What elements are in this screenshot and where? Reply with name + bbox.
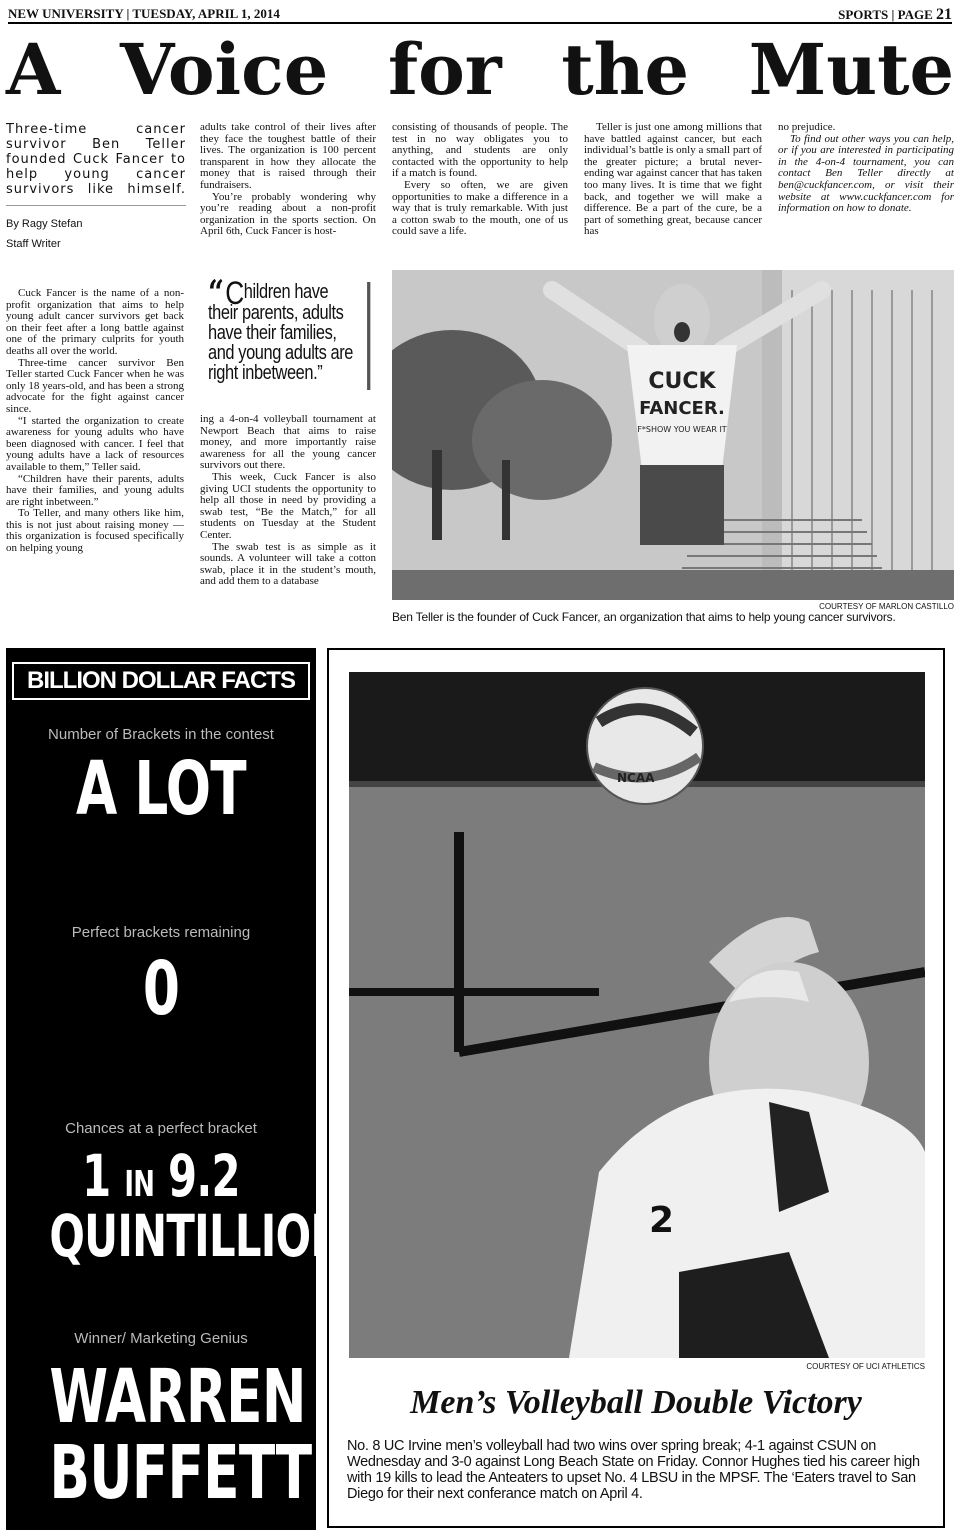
volleyball-photo-illustration [349,672,925,1358]
volleyball-photo-credit: COURTESY OF UCI ATHLETICS [806,1362,925,1371]
photo-caption: Ben Teller is the founder of Cuck Fancer, an organization that aims to help young cancer survivors. [392,610,896,624]
section-page [838,6,952,24]
article-deck: Three-time cancer survivor Ben Teller founded Cuck Fancer to help young cancer survivors like himself. [6,122,186,197]
volleyball-headline: Men’s Volleyball Double Victory [410,1384,862,1421]
pullquote-text: hildren have their parents, adults have their families, and young adults are right inbetween.” [208,281,353,384]
byline [6,218,82,250]
fact-label: Number of Brackets in the contest [48,726,274,743]
ball-text: NCAA [617,771,655,785]
deck-divider [6,205,186,206]
paragraph: Three-time cancer survivor Ben Teller started Cuck Fancer when he was only 18 years-old, and has been a strong advocate for the fight against cancer since. [6,356,184,415]
article-column-2-bottom [200,414,376,626]
fact-value-line2: BUFFETT [49,1430,312,1516]
paragraph: To find out other ways you can help, or if you are interested in participating in the 4-on-4 tournament, you can contact Ben Teller directly at ben@cuckfancer.com, or visit their website at www.cuckfancer.com for information on how to donate. [778,132,954,215]
paragraph: Teller is just one among millions that have battled against cancer, but each individual’s battle is only a small part of the greater picture; a brutal never-ending war against cancer that has taken too many lives. It is time that we fight back, and together we will make a difference. Be a part of the cure, be a part of something great, because cancer has [584,122,762,238]
paragraph: adults take control of their lives after they face the toughest battle of their lives. The organization is 100 percent transparent in how they allocate the money that is raised through their fundraisers. [200,122,376,191]
page-header [8,4,952,24]
fact-label: Winner/ Marketing Genius [74,1330,248,1347]
article-column-4 [584,122,762,262]
fact-value-part: 9.2 [168,1142,240,1210]
article-column-1 [6,288,184,628]
shirt-text-line1: CUCK [648,369,716,394]
quote-mark-icon: “ [208,273,224,313]
fact-value-line2: QUINTILLION [49,1202,345,1270]
founder-photo-illustration [392,270,954,600]
shirt-text-line3: F*SHOW YOU WEAR IT [637,425,727,434]
paragraph: To Teller, and many others like him, this is not just about raising money — this organization is focused specifically on helping young [6,507,184,555]
headline: A Voice for the Mute [6,28,954,111]
fact-value-part: IN [124,1164,155,1205]
paragraph: The swab test is as simple as it sounds. A volunteer will take a cotton swab, place it in the student’s mouth, and add them to a database [200,540,376,588]
volleyball-photo [349,672,925,1358]
facts-title: BILLION DOLLAR FACTS [12,662,310,700]
volleyball-story-box [327,648,945,1528]
article-column-2-top [200,122,376,262]
fact-value [49,1142,272,1210]
article-column-5 [778,122,954,262]
fact-value-part: 1 [82,1142,111,1210]
fact-value: WARREN [49,1354,306,1440]
page-number: 21 [936,6,952,23]
jersey-number: 2 [649,1200,675,1241]
fact-label: Chances at a perfect bracket [65,1120,257,1137]
section-label: SPORTS | PAGE [838,7,933,22]
paragraph: “I started the organization to create awareness for young adults who have been diagnosed with cancer. I feel that young adults have a lack of resources available to them,” Teller said. [6,414,184,473]
paragraph: This week, Cuck Fancer is also giving UCI students the opportunity to help all those in need by providing a swab test, “Be the Match,” for all students on Tuesday at the Student Center. [200,470,376,541]
byline-author: By Ragy Stefan [6,218,83,230]
paragraph: You’re probably wondering why you’re reading about a non-profit organization in the sports section. On April 6th, Cuck Fancer is host- [200,190,376,238]
volleyball-summary: No. 8 UC Irvine men’s volleyball had two wins over spring break; 4-1 against CSUN on Wednesday and 3-0 against Long Beach State on Friday. Connor Hughes tied his career high with 19 kills to lead the Anteaters to upset No. 4 LBSU in the MPSF. The ‘Eaters travel to San Diego for their next conferance match on April 4. [347,1438,920,1502]
pullquote-initial: C [225,275,244,311]
paragraph: Every so often, we are given opportunities to make a difference in a way that is truly remarkable. With just a cotton swab to the mouth, one of us could save a life. [392,178,568,238]
pullquote [208,273,370,390]
fact-value: A LOT [76,746,246,832]
article-column-3 [392,122,568,262]
paragraph: Cuck Fancer is the name of a non-profit organization that aims to help young adult cancer survivors get back on their feet after a long battle against one of the primary culprits for youth deaths all over the world. [6,288,184,357]
paragraph: “Children have their parents, adults have their families, and young adults are right inbetween.” [6,472,184,508]
paragraph: consisting of thousands of people. The test in no way obligates you to anything, and students are only contacted with the opportunity to help if a match is found. [392,122,568,180]
fact-label: Perfect brackets remaining [71,924,251,941]
fact-value: 0 [142,946,180,1032]
photo-credit: COURTESY OF MARLON CASTILLO [819,602,954,611]
paragraph: ing a 4-on-4 volleyball tournament at Newport Beach that aims to raise money, and more importantly raise awareness for all the young cancer survivors out there. [200,414,376,472]
paragraph: no prejudice. [778,122,836,133]
publication-date: NEW UNIVERSITY | TUESDAY, APRIL 1, 2014 [8,6,280,21]
byline-role: Staff Writer [6,238,61,250]
shirt-text-line2: FANCER. [639,398,725,419]
founder-photo [392,270,954,600]
billion-dollar-facts-sidebar [6,648,345,1530]
